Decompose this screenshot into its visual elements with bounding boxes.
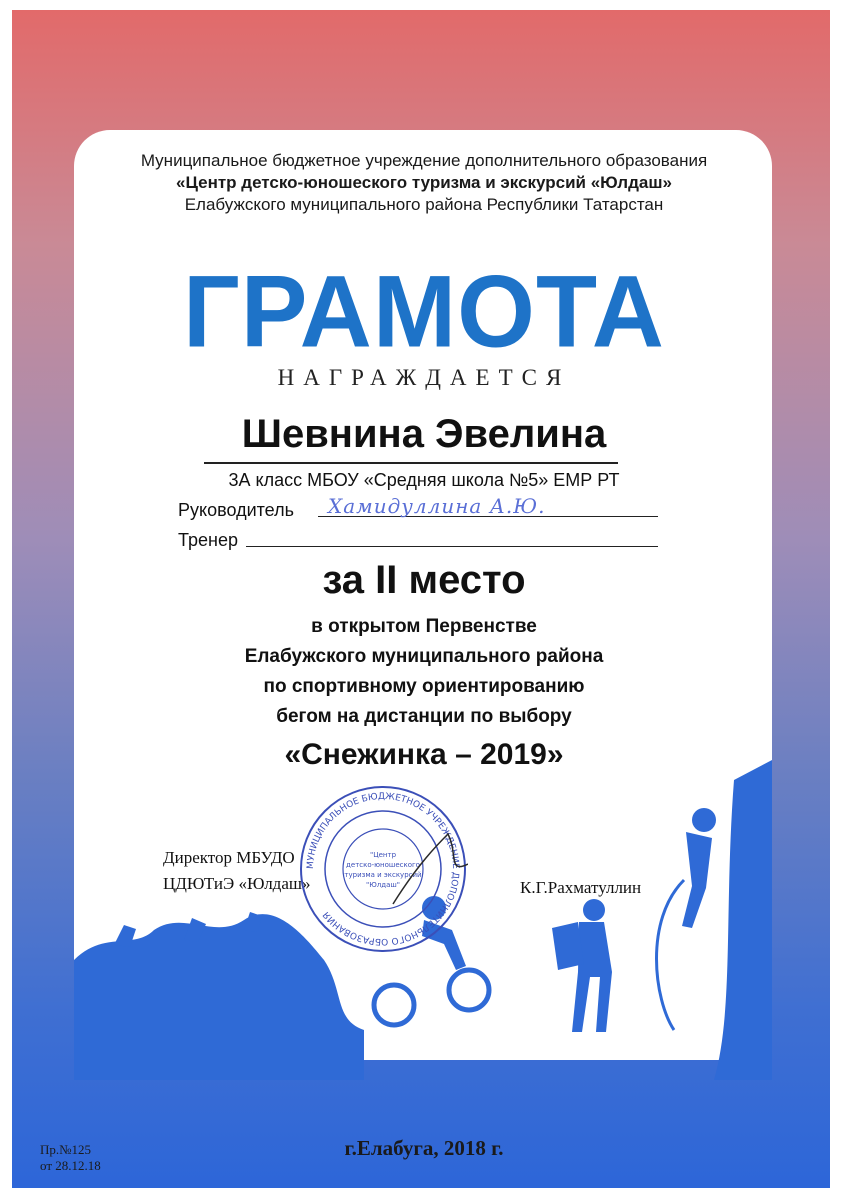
hiker-head xyxy=(583,899,605,921)
director-position-line-1: Директор МБУДО xyxy=(163,848,295,867)
director-position-line-2: ЦДЮТиЭ «Юлдаш» xyxy=(163,874,311,893)
bicycle-wheel-front xyxy=(449,970,489,1010)
recipient-name: Шевнина Эвелина xyxy=(241,412,607,456)
cliff-shape xyxy=(714,760,772,1080)
event-line-4: бегом на дистанции по выбору xyxy=(276,706,572,727)
place-and-year: г.Елабуга, 2018 г. xyxy=(344,1136,504,1160)
event-line-1: в открытом Первенстве xyxy=(311,616,537,637)
event-line-3: по спортивному ориентированию xyxy=(263,676,585,697)
stamp-inner-line-3: туризма и экскурсий xyxy=(344,871,422,879)
event-line-2: Елабужского муниципального района xyxy=(244,646,604,667)
organization-header xyxy=(0,150,848,216)
event-name: «Снежинка – 2019» xyxy=(284,738,564,771)
awarded-label: НАГРАЖДАЕТСЯ xyxy=(277,365,571,390)
recipient-underline xyxy=(204,462,618,464)
stamp-inner-line-2: детско-юношеского xyxy=(346,861,420,869)
director-name: К.Г.Рахматуллин xyxy=(520,878,642,897)
stamp-inner-line-4: "Юлдаш" xyxy=(365,881,401,889)
trainer-underline xyxy=(246,546,658,547)
climber-body xyxy=(682,832,712,928)
official-stamp xyxy=(298,784,468,954)
place-award: за II место xyxy=(322,558,526,602)
event-description xyxy=(0,612,848,732)
climber-head xyxy=(692,808,716,832)
order-number: Пр.№125 xyxy=(40,1142,92,1157)
supervisor-label: Руководитель xyxy=(178,500,294,520)
bicycle-wheel-back xyxy=(374,985,414,1025)
class-info: 3А класс МБОУ «Средняя школа №5» ЕМР РТ xyxy=(228,470,620,490)
stamp-inner-line-1: "Центр xyxy=(369,851,397,859)
certificate-title: ГРАМОТА xyxy=(183,254,665,370)
header-line-2: «Центр детско-юношеского туризма и экскурсий «Юлдаш» xyxy=(176,173,672,192)
climbing-rope xyxy=(657,880,685,1030)
order-date: от 28.12.18 xyxy=(40,1158,101,1173)
header-line-3: Елабужского муниципального района Республики Татарстан xyxy=(184,195,664,214)
stamp-outer-text: МУНИЦИПАЛЬНОЕ БЮДЖЕТНОЕ УЧРЕЖДЕНИЕ ДОПОЛНИТЕЛЬНОГО ОБРАЗОВАНИЯ xyxy=(305,791,461,947)
trainer-label: Тренер xyxy=(178,530,238,550)
supervisor-value: Хамидуллина А.Ю. xyxy=(328,494,546,518)
header-line-1: Муниципальное бюджетное учреждение дополнительного образования xyxy=(140,151,708,170)
